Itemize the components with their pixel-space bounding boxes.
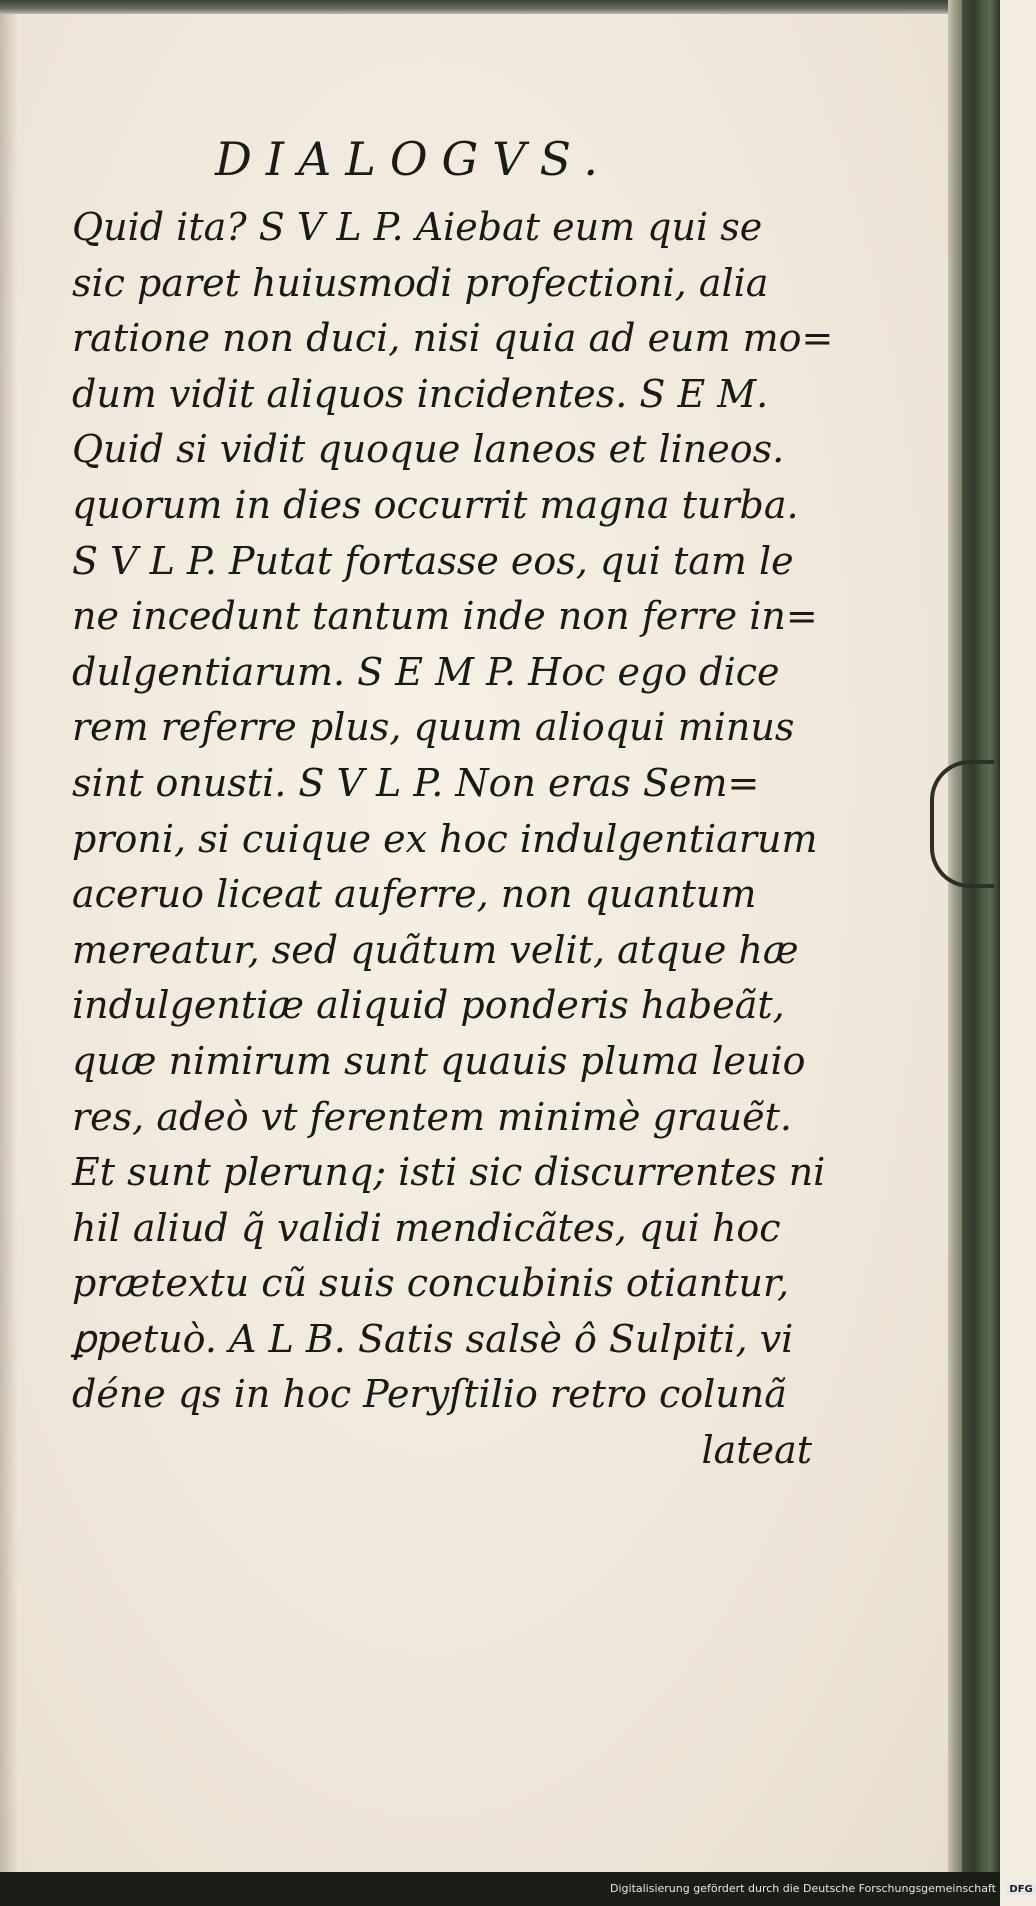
dfg-logo: DFG [1006,1884,1035,1895]
credit-text: Digitalisierung gefördert durch die Deutsche Forschungsgemeinschaft - [610,1882,1004,1895]
text-line: quorum in dies occurrit magna turba. [72,482,799,527]
text-line: sic paret huiusmodi profectioni, alia [72,260,769,305]
text-line: ratione non duci, nisi quia ad eum mo= [72,316,834,361]
text-line: dum vidit aliquos incidentes. S E M. [72,371,769,416]
text-line: aceruo liceat auferre, non quantum [72,872,757,917]
text-line: hil aliud q̃ validi mendicãtes, qui hoc [72,1205,781,1250]
scan-top-edge [0,0,1000,14]
text-line: S V L P. Putat fortasse eos, qui tam le [72,538,794,583]
page-clip [930,760,994,888]
text-line: rem referre plus, quum alioqui minus [72,705,795,750]
digitization-credit [610,1882,1036,1895]
text-line: quæ nimirum sunt quauis pluma leuio [72,1038,806,1083]
book-binding-edge [962,0,1000,1906]
text-line: Et sunt plerunq; isti sic discurrentes ni [72,1150,826,1195]
text-line: Quid ita? S V L P. Aiebat eum qui se [72,205,763,249]
text-line: Quid si vidit quoque laneos et lineos. [72,427,785,472]
text-line: mereatur, sed quãtum velit, atque hæ [72,927,799,972]
catchword: lateat [701,1428,812,1473]
running-head: DIALOGVS. [215,132,612,186]
text-line: res, adeò vt ferentem minimè grauẽt. [72,1094,792,1139]
text-line: sint onusti. S V L P. Non eras Sem= [72,760,760,805]
text-line: proni, si cuique ex hoc indulgentiarum [72,816,818,861]
text-line: ne incedunt tantum inde non ferre in= [72,594,818,639]
text-line: déne qs in hoc Peryſtilio retro colunã [72,1372,787,1417]
body-text [72,200,832,1479]
text-line: prætextu cũ suis concubinis otiantur, [72,1261,790,1306]
text-line: indulgentiæ aliquid ponderis habeãt, [72,983,785,1028]
text-line: dulgentiarum. S E M P. Hoc ego dice [72,649,780,694]
text-line: ꝑpetuò. A L B. Satis salsè ô Sulpiti, vi [72,1316,794,1361]
book-page [0,14,955,1872]
